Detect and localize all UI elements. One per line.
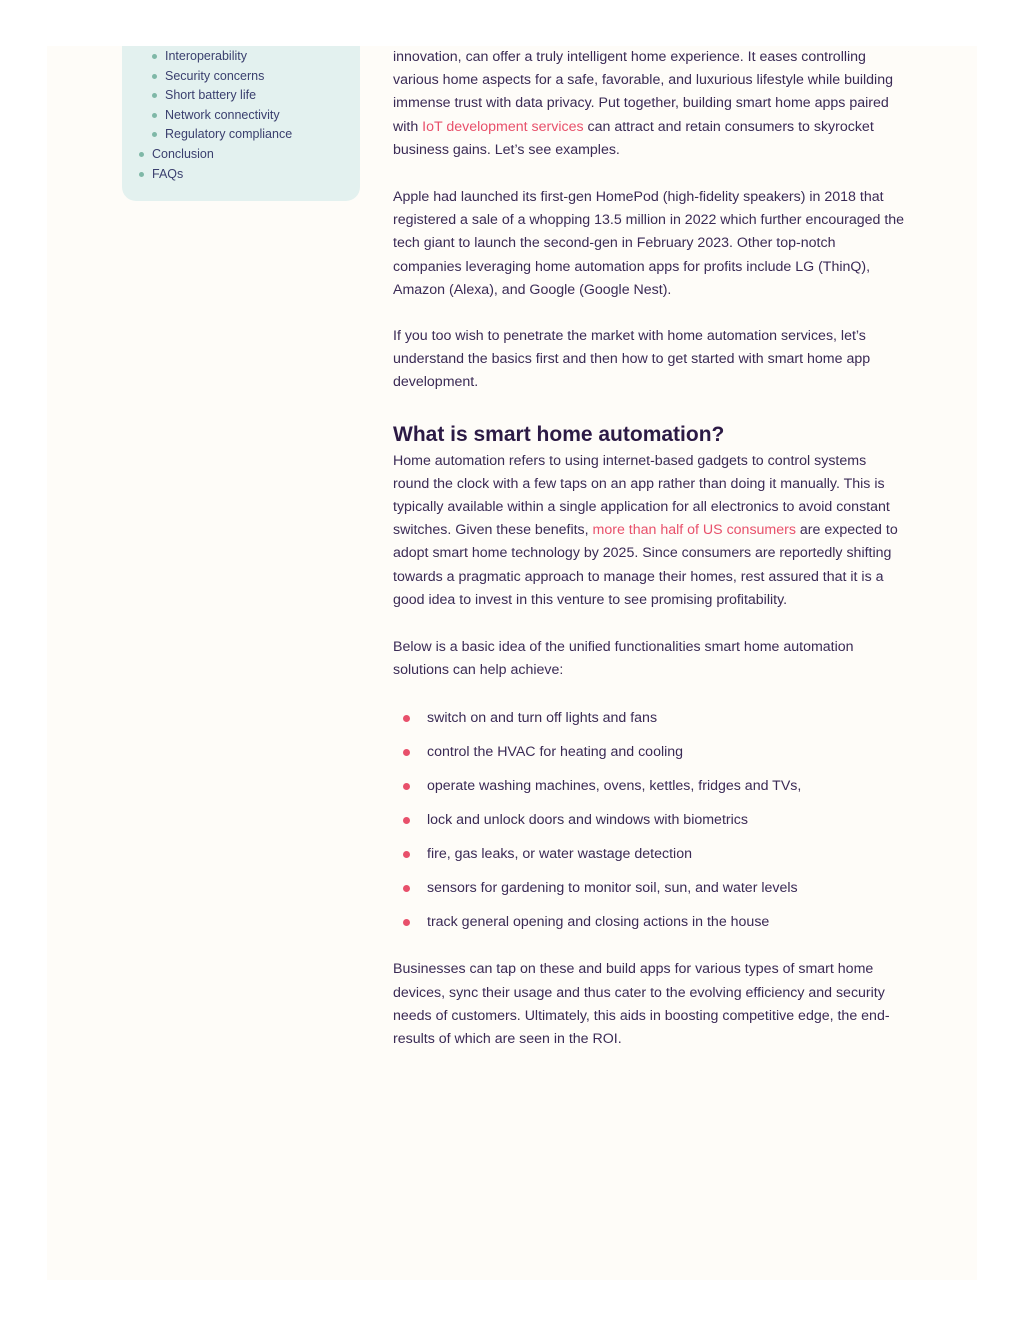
paragraph-text: are expected to adopt smart home technology by 2025. Since consumers are reportedly shifting towards a pragmatic approach to manage their homes, rest assured that it is a good idea to invest in this venture to see promising profitability. [393, 522, 898, 608]
functionality-list [393, 701, 905, 939]
list-item: track general opening and closing actions in the house [393, 905, 905, 939]
toc-item-short-battery-life[interactable]: Short battery life [122, 86, 360, 106]
paragraph-intro [393, 46, 905, 162]
toc-item-interoperability[interactable]: Interoperability [122, 47, 360, 67]
paragraph-definition [393, 450, 905, 612]
toc-item-conclusion[interactable]: Conclusion [122, 145, 360, 165]
toc-item-network-connectivity[interactable]: Network connectivity [122, 106, 360, 126]
table-of-contents [122, 46, 360, 201]
paragraph-market: If you too wish to penetrate the market with home automation services, let’s understand the basics first and then how to get started with smart home app development. [393, 328, 871, 391]
list-item: switch on and turn off lights and fans [393, 701, 905, 735]
list-item: sensors for gardening to monitor soil, sun, and water levels [393, 871, 905, 905]
toc-item-faqs[interactable]: FAQs [122, 165, 360, 185]
article-content [393, 46, 905, 1051]
paragraph-apple-homepod: Apple had launched its first-gen HomePod (high-fidelity speakers) in 2018 that registered a sale of a whopping 13.5 million in 2022 which further encouraged the tech giant to launch the second-gen in February 2023. Other top-notch companies leveraging home automation apps for profits include LG (ThinQ), Amazon (Alexa), and Google (Google Nest). [393, 189, 905, 298]
toc-item-regulatory-compliance[interactable]: Regulatory compliance [122, 125, 360, 145]
toc-list [122, 47, 360, 184]
list-item: operate washing machines, ovens, kettles, fridges and TVs, [393, 769, 905, 803]
iot-development-services-link[interactable]: IoT development services [422, 118, 584, 135]
us-consumers-link[interactable]: more than half of US consumers [592, 522, 796, 539]
section-heading: What is smart home automation? [393, 422, 725, 446]
list-item: fire, gas leaks, or water wastage detection [393, 837, 905, 871]
paragraph-text: innovation, can offer a truly intelligent home experience. It eases controlling various home aspects for a safe, favorable, and luxurious lifestyle while building immense trust with data privacy. Put together, building smart home apps paired with [393, 49, 893, 135]
paragraph-text: can attract and retain consumers to skyrocket business gains. Let’s see examples. [393, 118, 874, 158]
paragraph-functionalities: Below is a basic idea of the unified functionalities smart home automation solutions can help achieve: [393, 639, 854, 679]
list-item: lock and unlock doors and windows with biometrics [393, 803, 905, 837]
list-item: control the HVAC for heating and cooling [393, 735, 905, 769]
paragraph-text: Home automation refers to using internet-based gadgets to control systems round the clock with a few taps on an app rather than doing it manually. This is typically available within a single application for all electronics to avoid constant switches. Given these benefits, [393, 452, 890, 539]
paragraph-conclusion: Businesses can tap on these and build apps for various types of smart home devices, sync their usage and thus cater to the evolving efficiency and security needs of customers. Ultimately, this aids in boosting competitive edge, the end-results of which are seen in the ROI. [393, 961, 890, 1048]
toc-item-security-concerns[interactable]: Security concerns [122, 67, 360, 87]
